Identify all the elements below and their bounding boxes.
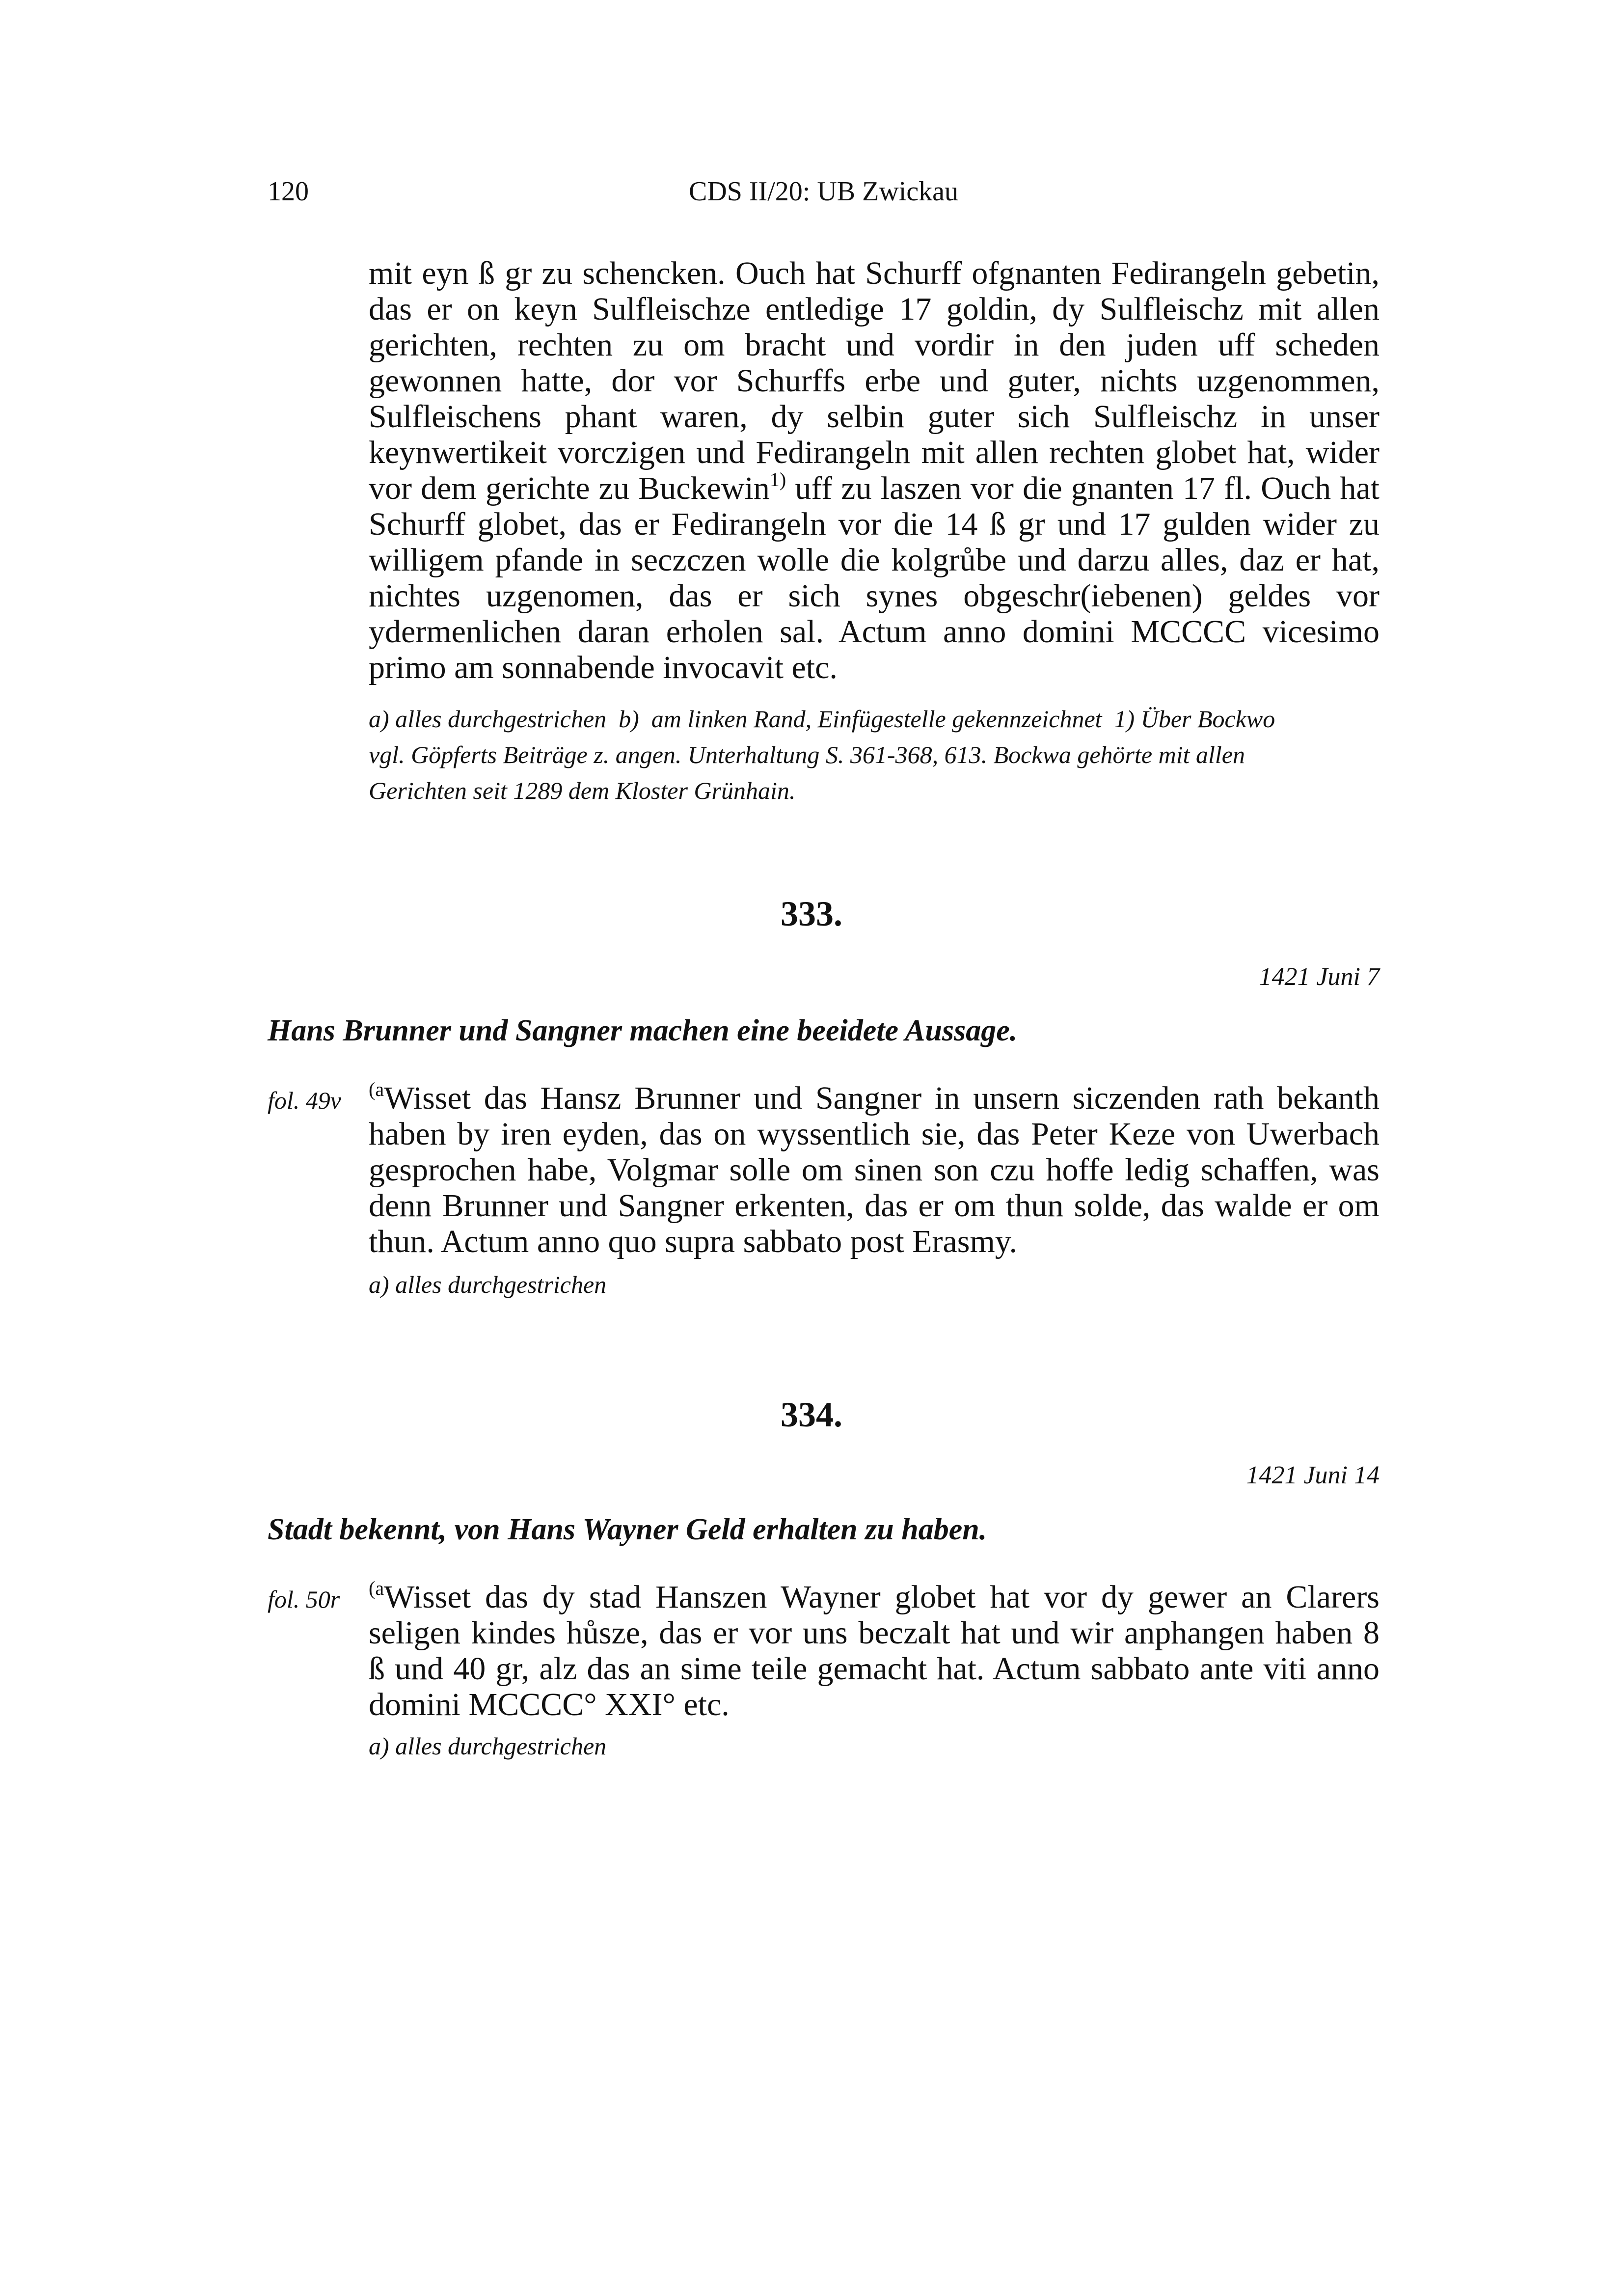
continuation-text <box>369 255 1380 685</box>
note-line: Gerichten seit 1289 dem Kloster Grünhain. <box>369 777 796 804</box>
folio-reference: fol. 49v <box>268 1087 341 1114</box>
footnote-marker: 1) <box>769 468 786 491</box>
text-line: primo am sonnabende invocavit etc. <box>369 650 838 685</box>
entry-text <box>369 1080 1380 1259</box>
entry-heading: Hans Brunner und Sangner machen eine beeidete Aussage. <box>268 1014 1018 1047</box>
text-line: haben by iren eyden, das on wyssentlich sie, das Peter Keze von Uwerbach <box>369 1116 1380 1152</box>
entry-date: 1421 Juni 14 <box>1246 1461 1380 1489</box>
text-line: Schurff globet, das er Fedirangeln vor die 14 ß gr und 17 gulden wider zu <box>369 506 1380 542</box>
text-line <box>369 470 1380 506</box>
apparatus-note: a) alles durchgestrichen <box>369 1271 607 1298</box>
footnote-marker: (a <box>369 1577 384 1599</box>
entry-date: 1421 Juni 7 <box>1259 963 1380 991</box>
entry-text <box>369 1579 1380 1722</box>
text-line: thun. Actum anno quo supra sabbato post Erasmy. <box>369 1224 1018 1259</box>
text-line: ydermenlichen daran erholen sal. Actum anno domini MCCCC vicesimo <box>369 614 1380 650</box>
folio-reference: fol. 50r <box>268 1585 340 1613</box>
text-line <box>369 1080 1380 1116</box>
text-segment: Wisset das dy stad Hanszen Wayner globet hat vor dy gewer an Clarers <box>384 1579 1380 1615</box>
page-number: 120 <box>268 176 309 207</box>
text-line: denn Brunner und Sangner erkenten, das er om thun solde, das walde er om <box>369 1188 1380 1224</box>
text-line: Sulfleischens phant waren, dy selbin guter sich Sulfleischz in unser <box>369 399 1380 435</box>
text-line: keynwertikeit vorczigen und Fedirangeln mit allen rechten globet hat, wider <box>369 435 1380 470</box>
running-head <box>268 176 1380 215</box>
text-line: gesprochen habe, Volgmar solle om sinen son czu hoffe ledig schaffen, was <box>369 1152 1380 1188</box>
note-line: vgl. Göpferts Beiträge z. angen. Unterhaltung S. 361-368, 613. Bockwa gehörte mit allen <box>369 741 1245 768</box>
footnote-marker: (a <box>369 1078 384 1100</box>
entry-number: 333. <box>781 894 842 933</box>
text-line: willigem pfande in seczczen wolle die kolgrůbe und darzu alles, daz er hat, <box>369 542 1380 578</box>
text-line: mit eyn ß gr zu schencken. Ouch hat Schurff ofgnanten Fedirangeln gebetin, <box>369 255 1380 291</box>
text-line: domini MCCCC° XXI° etc. <box>369 1687 730 1722</box>
apparatus-note: a) alles durchgestrichen <box>369 1732 607 1760</box>
text-line: gerichten, rechten zu om bracht und vordir in den juden uff scheden <box>369 327 1380 363</box>
text-line: nichtes uzgenomen, das er sich synes obgeschr(iebenen) geldes vor <box>369 578 1380 614</box>
entry-number: 334. <box>781 1395 842 1434</box>
entry-heading: Stadt bekennt, von Hans Wayner Geld erhalten zu haben. <box>268 1513 987 1546</box>
text-line <box>369 1579 1380 1615</box>
text-line: seligen kindes hůsze, das er vor uns beczalt hat und wir anphangen haben 8 <box>369 1615 1380 1651</box>
note-line: a) alles durchgestrichen b) am linken Rand, Einfügestelle gekennzeichnet 1) Über Bockwo <box>369 705 1275 733</box>
text-line: gewonnen hatte, dor vor Schurffs erbe und guter, nichts uzgenommen, <box>369 363 1380 399</box>
text-segment: Wisset das Hansz Brunner und Sangner in unsern siczenden rath bekanth <box>384 1080 1380 1116</box>
apparatus-notes <box>369 701 1380 809</box>
text-line: das er on keyn Sulfleischze entledige 17 goldin, dy Sulfleischz mit allen <box>369 291 1380 327</box>
text-line: ß und 40 gr, alz das an sime teile gemacht hat. Actum sabbato ante viti anno <box>369 1651 1380 1687</box>
running-title: CDS II/20: UB Zwickau <box>688 176 959 207</box>
text-segment: uff zu laszen vor die gnanten 17 fl. Ouch hat <box>786 470 1380 506</box>
text-segment: vor dem gerichte zu Buckewin <box>369 470 770 506</box>
